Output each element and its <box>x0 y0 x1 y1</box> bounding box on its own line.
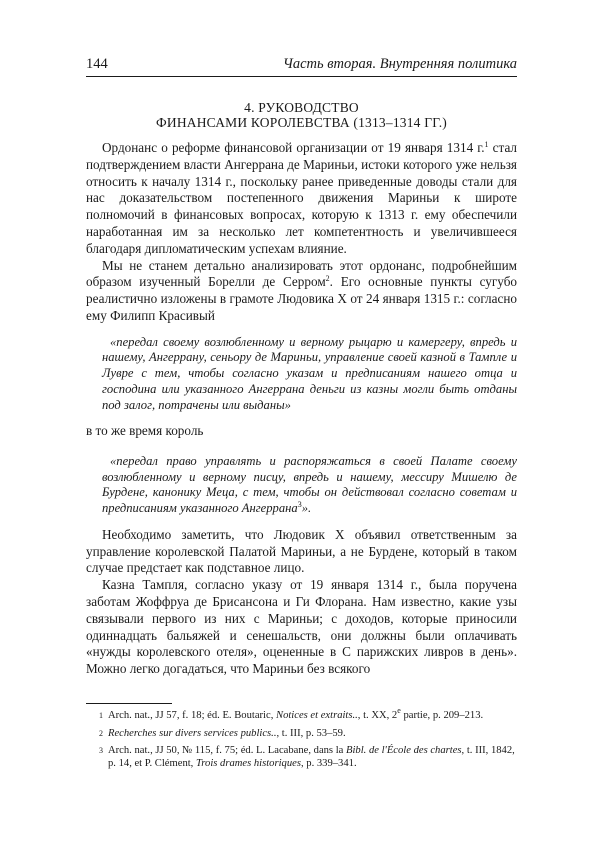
footnote-1 <box>86 706 517 726</box>
footnote-3-journal: Bibl. de l'École des chartes <box>346 745 462 757</box>
paragraph-1 <box>86 140 517 258</box>
footnote-1-text-d: partie, p. 209–213. <box>400 710 484 721</box>
footnote-2-number: 2 <box>99 728 103 738</box>
footnote-ref-3: 3 <box>297 500 302 510</box>
paragraph-2-text-b: . Его основные пункты сугубо реалистично изложены в грамоте Людовика X от 24 января 1315 г.: согласно ему Филипп Красивый <box>86 274 517 323</box>
footnotes <box>86 706 517 772</box>
footnote-3-number: 3 <box>99 746 103 756</box>
footnote-divider <box>86 703 172 704</box>
section-title-line-1: 4. РУКОВОДСТВО <box>244 100 359 115</box>
page-number: 144 <box>86 56 108 72</box>
paragraph-2 <box>86 258 517 325</box>
block-quote-2-text-b: ». <box>301 501 312 516</box>
paragraph-1-text-b: стал подтверждением власти Ангеррана де Мариньи, истоки которого уже нельзя относить к началу 1314 г., поскольку ранее приведенные доводы стали для нас доказательством постепенного движения Мариньи к широте полномочий в финансовых вопросах, которую к 1313 г. ему обеспечили наработанная им за несколько лет компетентность и увеличившееся благодаря дипломатическим успехам влияние. <box>86 140 517 256</box>
paragraph-3: Необходимо заметить, что Людовик X объявил ответственным за управление королевской Палатой Мариньи, а не Бурдене, который в таком случае предстает как подставное лицо. <box>86 526 517 576</box>
body-text <box>86 140 517 678</box>
footnote-3-text-a: Arch. nat., JJ 50, № 115, f. 75; éd. L. Lacabane, dans la <box>108 745 347 757</box>
footnote-1-sup: e <box>397 706 401 715</box>
block-quote-1: «передал своему возлюбленному и верному рыцарю и камергеру, впредь и нашему, Ангеррану, сеньору де Мариньи, управление своей казной в Тампле и Лувре с тем, чтобы согласно указам и предписаниям нашего отца и господина или указанного Ангеррана деньги из казны могли быть отданы под залог, потрачены или выданы» <box>102 334 517 412</box>
block-quote-2-text-a: «передал право управлять и распоряжаться в своей Палате своему возлюбленному и верному писцу, впредь и нашему, мессиру Мишелю де Бурдене, канонику Меца, с тем, чтобы он действовал согласно советам и предписаниям указанного Ангеррана <box>102 454 517 516</box>
footnote-2 <box>86 728 517 744</box>
footnote-1-number: 1 <box>99 711 103 720</box>
footnote-1-text-c: , t. XX, 2 <box>357 710 398 721</box>
footnote-ref-2: 2 <box>325 274 330 284</box>
footnote-3-title: Trois drames historiques <box>195 757 301 769</box>
block-quote-2 <box>102 454 517 517</box>
footnote-3 <box>86 745 517 770</box>
footnote-1-title: Notices et extraits.. <box>276 710 358 721</box>
footnote-2-title: Recherches sur divers services publics.. <box>108 727 277 739</box>
section-title-line-2: ФИНАНСАМИ КОРОЛЕВСТВА (1313–1314 ГГ.) <box>156 115 447 130</box>
footnote-3-text-e: , p. 339–341. <box>300 757 357 769</box>
page-header <box>86 56 517 77</box>
paragraph-4: Казна Тампля, согласно указу от 19 января 1314 г., была поручена заботам Жоффруа де Брисансона и Ги Флорана. Нам известно, какие узы связывали первого из них с Мариньи; с доходов, которые приносили одиннадцать бальяжей и сенешальств, они должны были оплачивать «нужды королевского отеля», оцененные в С парижских ливров в день». Можно легко догадаться, что Мариньи без всякого <box>86 577 517 677</box>
footnote-1-text-a: Arch. nat., JJ 57, f. 18; éd. E. Boutaric, <box>108 710 276 721</box>
section-heading <box>86 100 517 130</box>
footnote-ref-1: 1 <box>484 140 489 149</box>
interlude-line: в то же время король <box>86 423 204 439</box>
paragraph-1-text-a: Ордонанс о реформе финансовой организации от 19 января 1314 г. <box>102 140 485 155</box>
footnote-2-text-b: , t. III, p. 53–59. <box>276 727 346 739</box>
paragraph-2-text-a: Мы не станем детально анализировать этот ордонанс, подробнейшим образом изученный Борелли де Серром <box>86 257 517 290</box>
running-title: Часть вторая. Внутренняя политика <box>282 56 517 72</box>
footnote-3-text-c: , t. III, 1842, p. 14, et P. Clément, <box>108 745 515 769</box>
